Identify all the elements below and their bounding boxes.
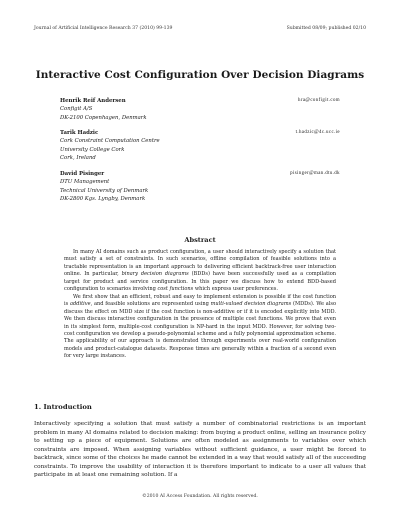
author-affiliation-line: University College Cork (60, 146, 125, 153)
abstract-emphasis: additive (70, 301, 91, 308)
author-block (60, 97, 340, 122)
abstract-text: In many AI domains such as product configuration, a user should interactively specify a solution that must satisfy a set of constraints. In such scenarios, offline compilation of feasible solutions into a tractable representation is an important approach to delivering efficient backtrack-free user interaction online. In particular, (64, 249, 336, 278)
copyright-footer: ©2010 AI Access Foundation. All rights reserved. (142, 494, 258, 499)
author-affiliation-line: DK-2800 Kgs. Lyngby, Denmark (60, 195, 146, 202)
abstract-emphasis: cost functions (157, 286, 194, 293)
abstract-text: We first show that an efficient, robust and easy to implement extension is possible if the cost function is (64, 293, 336, 308)
abstract-text: (MDDs). We also discuss the effect on MDD size if the cost function is non-additive or if it is encoded explicitly into MDD. We then discuss interactive configuration in the presence of multiple cost functions. We prove that even in its simplest form, multiple-cost configuration is NP-hard in the input MDD. However, for solving two-cost configuration we develop a pseudo-polynomial scheme and a fully polynomial approximation scheme. The applicability of our approach is demonstrated through experiments over real-world configuration models and product-catalogue datasets. Response times are generally within a fraction of a second even for very large instances. (64, 301, 336, 360)
section-heading: 1. Introduction (34, 403, 92, 411)
body-paragraph: Interactively specifying a solution that must satisfy a number of combinatorial restrictions is an important problem in many AI domains related to decision making: from buying a product online, selling an insurance policy to setting up a piece of equipment. Solutions are often modeled as assignments to variables over which constraints are imposed. When assigning variables without sufficient guidance, a user might be forced to backtrack, since some of the choices he made cannot be extended in a way that would satisfy all of the succeeding constraints. To improve the usability of interaction it is therefore important to indicate to a user all values that participate in at least one remaining solution. If a (34, 421, 366, 479)
author-block (60, 129, 340, 162)
author-name: Henrik Reif Andersen (60, 98, 126, 104)
author-block (60, 170, 340, 203)
author-affiliation-line: Configit A/S (60, 106, 93, 113)
abstract-emphasis: binary decision diagrams (121, 271, 189, 278)
author-affiliation-line: Cork Constraint Computation Centre (60, 138, 160, 145)
abstract-paragraph (64, 294, 336, 361)
abstract-text: (BDDs) have been successfully used as a compilation target for product and service configuration. In this paper we discuss how to extend BDD-based configuration to scenarios involving (64, 271, 337, 293)
submission-dates: Submitted 08/09; published 02/10 (286, 26, 366, 31)
journal-citation: Journal of Artificial Intelligence Research 37 (2010) 99-139 (34, 26, 173, 31)
abstract-text: , and feasible solutions are represented using (90, 301, 211, 308)
author-affiliation-line: DK-2100 Copenhagen, Denmark (60, 114, 147, 121)
author-email: pisinger@man.dtu.dk (290, 171, 340, 176)
abstract-paragraph (64, 249, 336, 294)
author-email: hra@configit.com (297, 98, 340, 103)
paper-title: Interactive Cost Configuration Over Decision Diagrams (35, 69, 365, 81)
author-name: David Pisinger (60, 171, 105, 177)
author-affiliation-line: DTU Management (60, 179, 110, 186)
abstract-text: which express user preferences. (193, 286, 278, 293)
author-email: t.hadzic@4c.ucc.ie (295, 130, 340, 135)
running-header (34, 26, 366, 31)
section-body (34, 420, 366, 480)
abstract-emphasis: multi-valued decision diagrams (210, 301, 292, 308)
author-name: Tarik Hadzic (60, 130, 99, 136)
author-affiliation-line: Cork, Ireland (60, 154, 96, 161)
abstract-body (64, 249, 336, 361)
abstract-heading: Abstract (184, 236, 216, 244)
author-affiliation-line: Technical University of Denmark (60, 187, 149, 194)
